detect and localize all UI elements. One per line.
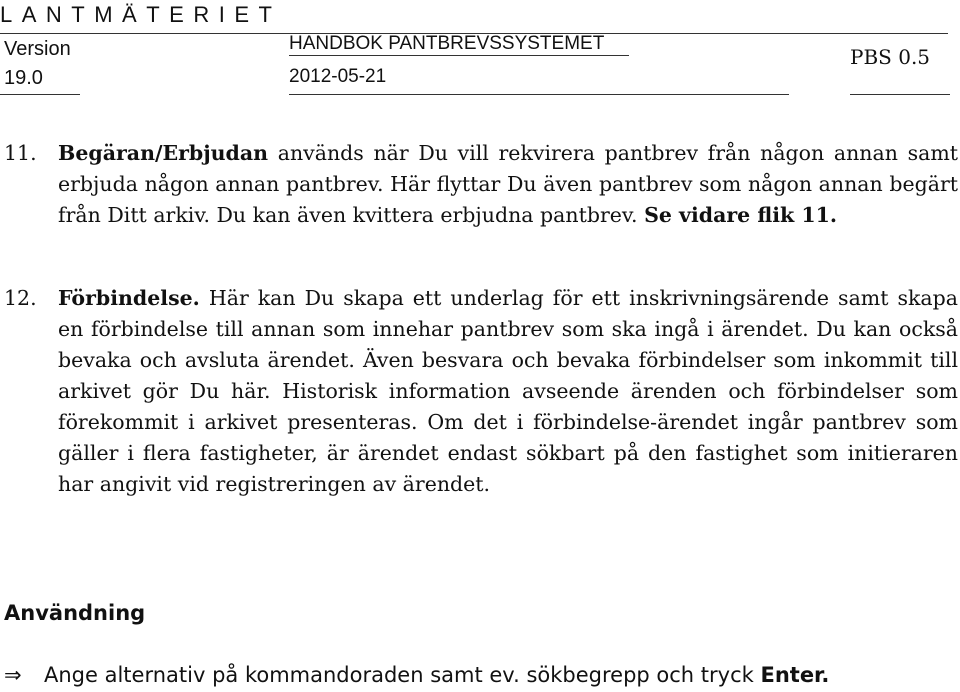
item-lead: Begäran/Erbjudan [58,141,269,165]
instruction-body: Ange alternativ på kommandoraden samt ev. sökbegrepp och tryck [44,663,761,687]
item-11 [4,138,958,262]
item-12 [4,283,958,523]
header-left-rule [0,94,80,95]
instruction-text [44,663,829,687]
item-number: 12. [4,286,37,310]
item-text: används när Du vill rekvirera pantbrev från någon annan samt erbjuda någon annan pantbrev. Här flyttar Du även pantbrev som någon annan begärt från Ditt arkiv. Du kan även kvittera erbjudna pantbrev. [58,141,958,227]
header-middle-rule [289,55,629,56]
brand-name: LANTMÄTERIET [0,2,282,27]
header-middle-lower-rule [289,94,789,95]
item-body [58,283,958,500]
item-text: Här kan Du skapa ett underlag för ett inskrivningsärende samt skapa en förbindelse till annan som innehar pantbrev som ska ingå i ärendet. Du kan också bevaka och avsluta ärendet. Även besvara och bevaka förbindelser som inkommit till arkivet gör Du här. Historisk information avseende ärenden och förbindelser som förekommit i arkivet presenteras. Om det i förbindelse-ärendet ingår pantbrev som gäller i flera fastigheter, är ärendet endast sökbart på den fastighet som initieraren har angivit vid registreringen av ärendet. [58,286,958,496]
instruction-key: Enter. [760,663,830,687]
usage-instruction [4,663,954,691]
item-number: 11. [4,141,37,165]
document-code: PBS 0.5 [850,45,931,69]
version-number: 19.0 [4,67,43,89]
item-lead: Förbindelse. [58,286,200,310]
document-date: 2012-05-21 [289,66,387,87]
usage-heading: Användning [4,601,146,625]
version-label: Version [4,38,71,60]
item-reference: Se vidare flik 11. [644,203,838,227]
item-body [58,138,958,231]
document-title: HANDBOK PANTBREVSSYSTEMET [289,33,605,54]
header-right-rule [850,94,950,95]
arrow-right-icon: ⇒ [4,663,22,687]
